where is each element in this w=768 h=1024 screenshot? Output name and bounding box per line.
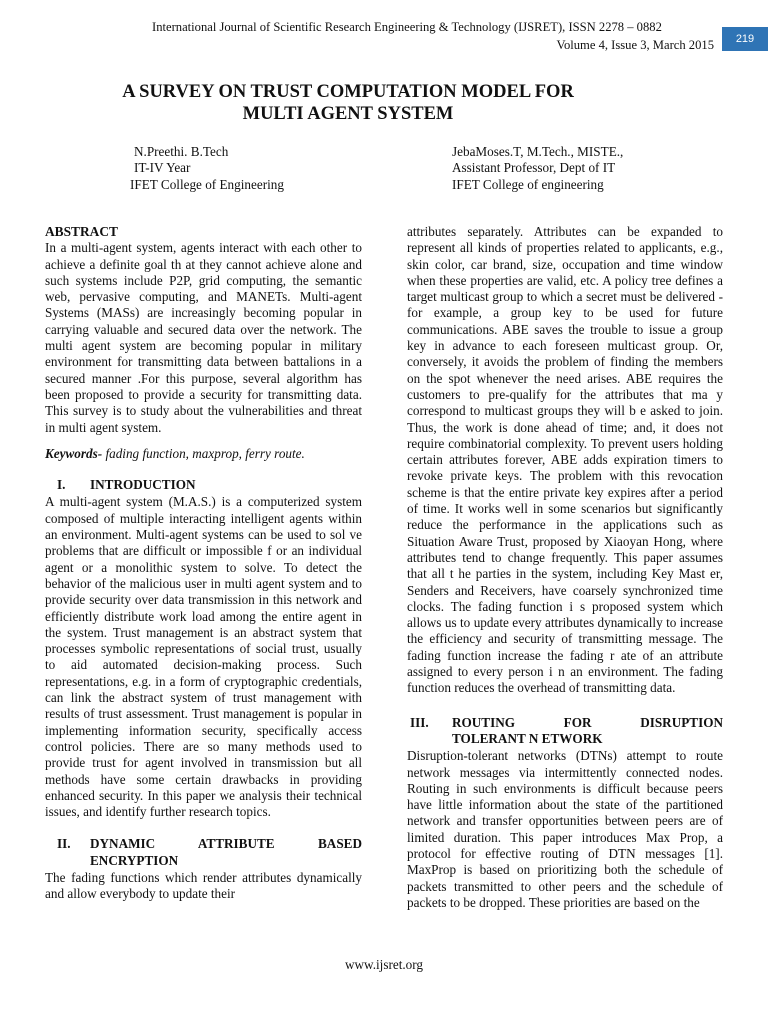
left-column xyxy=(45,224,362,903)
dabe-text-continued: attributes separately. Attributes can be expanded to represent all kinds of properties related to applicants, e.g., skin color, car brand, size, occupation and time window when these properties are valid, etc. A policy tree defines a target multicast group to which a secret must be delivered - for example, a group key to be used for future communications. ABE saves the trouble to issue a group key in advance to each foreseen multicast group. Or, conversely, it avoids the problem of finding the members on the spot whenever the need arises. ABE requires the customers to pre-qualify for the attributes that ma y correspond to multicast groups they will b e asked to join. Thus, the work is done ahead of time; and, it does not require combinatorial complexity. To prevent users holding certain attributes forever, ABE adds expiration timers to revoke private keys. The problem with this revocation scheme is that the entire private key expires after a period of time. It works well in some scenarios but significantly reduce the performance in the applications such as Situation Aware Trust, proposed by Xiaoyan Hong, where attributes tend to change frequently. This paper assumes that all t he parties in the system, including Key Mast er, Senders and Receivers, have coarsely synchronized time clocks. The fading function i s proposed system which allows us to update every attributes dynamically to increase the efficiency and security of transmitting message. The fading function increase the fading r ate of an attribute assigned to every person i n an environment. The fading function reduces the overhead of transmitting data. xyxy=(407,224,723,696)
author-name: N.Preethi. B.Tech xyxy=(134,144,229,159)
volume-info: Volume 4, Issue 3, March 2015 xyxy=(556,38,714,52)
keywords-text: fading function, maxprop, ferry route. xyxy=(102,445,305,461)
section-title xyxy=(452,715,723,748)
title-line-2: MULTI AGENT SYSTEM xyxy=(242,104,454,124)
paper-title xyxy=(0,81,696,125)
abstract-heading: ABSTRACT xyxy=(45,224,118,239)
author-affiliation: IFET College of Engineering xyxy=(130,176,284,192)
section-title: DYNAMIC ATTRIBUTE BASED ENCRYPTION xyxy=(90,836,362,868)
author-1 xyxy=(130,144,284,193)
right-column xyxy=(407,224,723,911)
section-number: I. xyxy=(57,477,66,493)
author-role: IT-IV Year xyxy=(134,160,191,176)
abstract-text: In a multi-agent system, agents interact with each other to achieve a definite goal th at they cannot achieve alone and such systems include P2P, grid computing, the semantic web, pervasive computing, and MANETs. Multi-agent Systems (MASs) are increasingly becoming popular in carrying valuable and secured data over the network. The multi agent system are becoming popular in military environment for transmitting data between battalions in a secured manner .For this purpose, several algorithm has been proposed to provide a security for transmitting data. This survey is to study about the vulnerabilities and threat in multi agent system. xyxy=(45,240,362,435)
page-number-badge: 219 xyxy=(722,27,768,51)
author-affiliation: IFET College of engineering xyxy=(452,176,604,192)
title-line-1: A SURVEY ON TRUST COMPUTATION MODEL FOR xyxy=(122,82,574,102)
keywords-label: Keywords- xyxy=(45,445,103,461)
footer-url: www.ijsret.org xyxy=(344,957,424,972)
author-role: Assistant Professor, Dept of IT xyxy=(452,160,616,176)
author-2 xyxy=(452,144,623,193)
introduction-text: A multi-agent system (M.A.S.) is a computerized system composed of multiple interacting intelligent agents within an environment. Multi-agent systems can be used to sol ve problems that are difficult or impossible f or an individual agent or a monolithic system to solve. To detect the behavior of the malicious user in multi agent system and to provide security over data transmission in this network and efficiently distribute work load among the entire agent in the system. Trust management is an abstract system that processes symbolic representations of social trust, usually to aid automated decision-making process. Such representations, e.g. in a form of cryptographic credentials, can link the abstract system of trust management with results of trust assessment. Trust management is popular in implementing information security, specifically access control policies. There are so many methods used to provide trust for agent involved in transmission but all methods have some certain drawbacks in providing enhanced security. In this paper we analysis their technical issues, and identify further research topics. xyxy=(45,494,362,820)
keywords xyxy=(45,446,362,462)
routing-text: Disruption-tolerant networks (DTNs) attempt to route network messages via intermittently connected nodes. Routing in such environments is difficult because peers have little information about the state of the partitioned network and transfer opportunities between peers are of limited duration. This paper introduces Max Prop, a protocol for effective routing of DTN messages [1]. MaxProp is based on prioritizing both the schedule of packets transmitted to other peers and the schedule of packets to be dropped. These priorities are based on the xyxy=(407,748,723,910)
section-number: II. xyxy=(57,836,71,852)
section-number: III. xyxy=(410,714,429,730)
section-title-line-2: TOLERANT N ETWORK xyxy=(452,730,603,746)
section-title-line-1: ROUTING FOR DISRUPTION xyxy=(452,714,723,730)
section-heading-introduction xyxy=(45,477,362,493)
section-title: INTRODUCTION xyxy=(90,477,196,493)
section-heading-routing xyxy=(407,715,723,748)
dabe-text: The fading functions which render attributes dynamically and allow everybody to update their xyxy=(45,869,362,902)
section-heading-dabe xyxy=(45,836,362,869)
author-name: JebaMoses.T, M.Tech., MISTE., xyxy=(452,144,624,159)
journal-header: International Journal of Scientific Research Engineering & Technology (IJSRET), ISSN 2278 – 0882 xyxy=(152,20,662,34)
